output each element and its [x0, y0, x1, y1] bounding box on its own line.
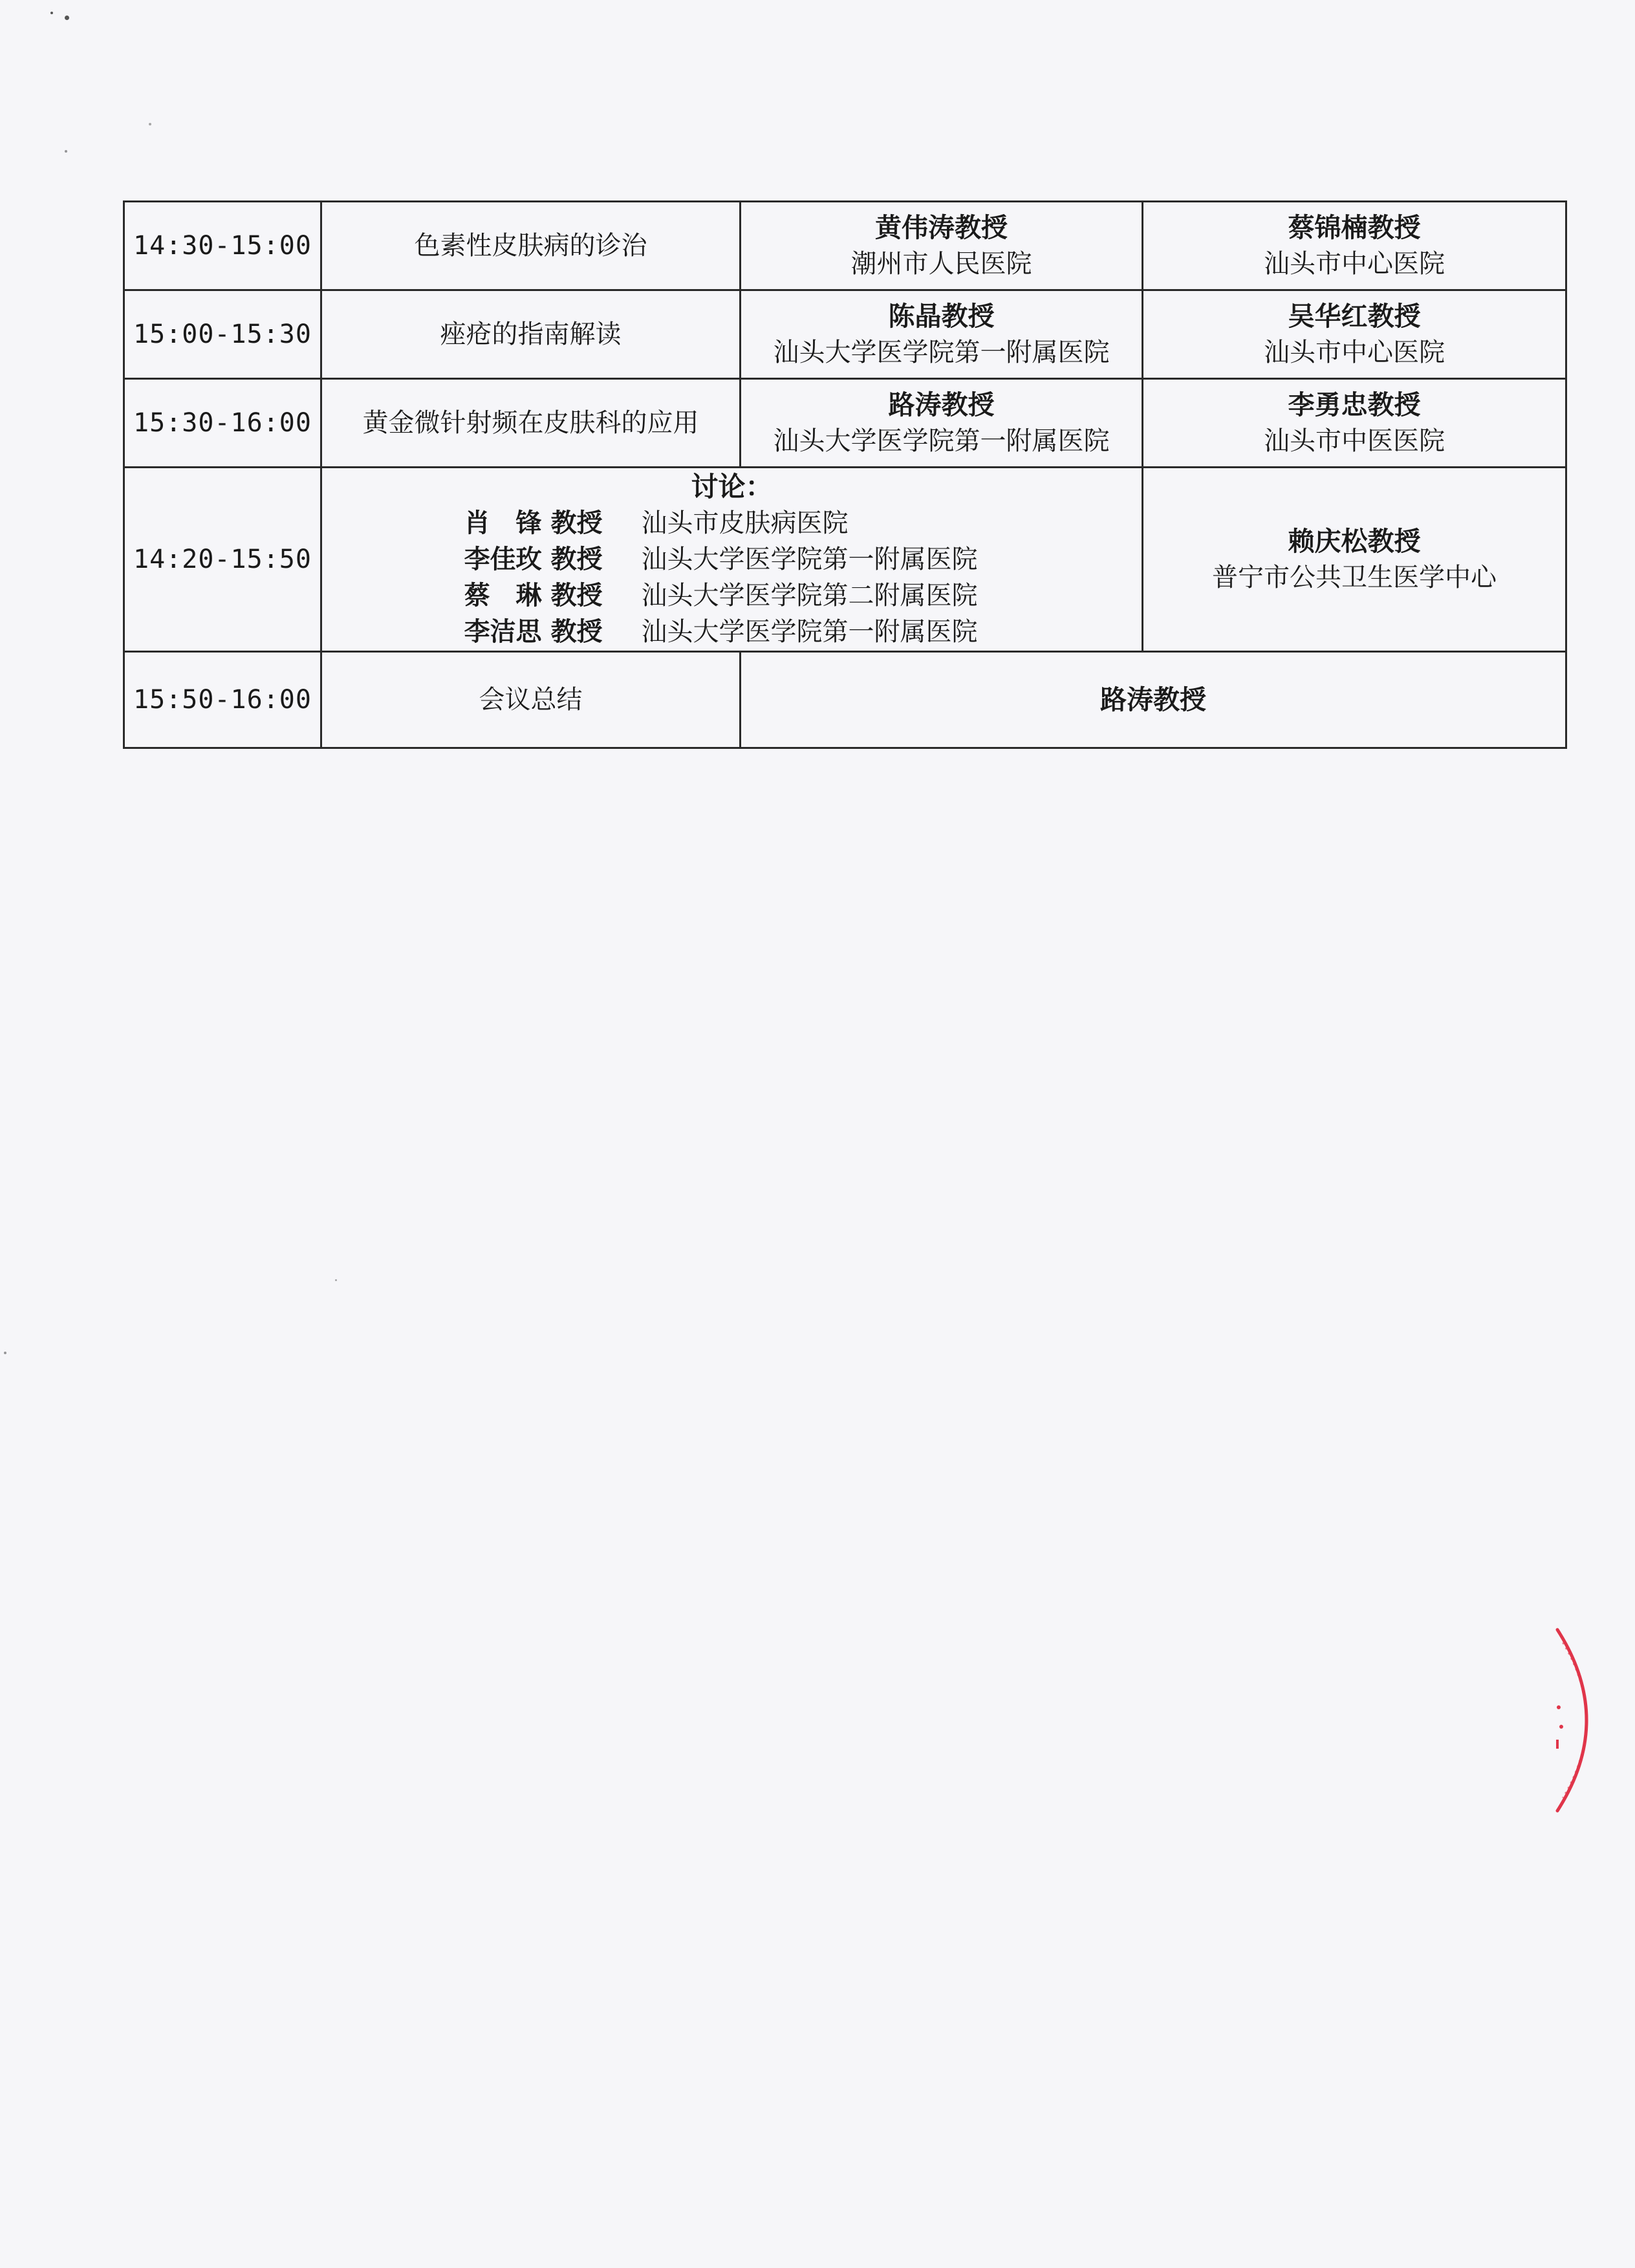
speaker-hospital: 汕头大学医学院第一附属医院 [773, 338, 1110, 367]
host-hospital: 普宁市公共卫生医学中心 [1212, 563, 1497, 592]
panelist-item [448, 614, 1017, 650]
panelist-list [448, 505, 1017, 650]
paper-speck [65, 16, 69, 20]
panelist-name: 李佳玫 教授 [464, 544, 603, 574]
speaker-name: 路涛教授 [1100, 684, 1206, 715]
speaker-name: 路涛教授 [888, 389, 995, 420]
host-cell [1143, 468, 1566, 652]
discussion-title: 讨论： [691, 471, 773, 502]
panelist-hospital: 汕头大学医学院第一附属医院 [641, 545, 978, 574]
time-cell: 14:30-15:00 [124, 202, 321, 290]
table-row [124, 379, 1566, 468]
host-name: 赖庆松教授 [1288, 526, 1421, 557]
panelist-name: 蔡 琳 教授 [464, 580, 603, 610]
host-name: 李勇忠教授 [1288, 389, 1421, 420]
table-row [124, 290, 1566, 379]
panelist-name: 肖 锋 教授 [464, 508, 603, 538]
discussion-row [124, 468, 1566, 652]
panelist-item [448, 505, 1017, 541]
paper-speck [149, 123, 151, 125]
host-name: 蔡锦楠教授 [1288, 212, 1421, 243]
paper-speck [50, 12, 53, 14]
speaker-cell [741, 202, 1143, 290]
table-row [124, 202, 1566, 290]
summary-row [124, 652, 1566, 748]
topic-cell: 痤疮的指南解读 [321, 290, 741, 379]
panelist-item [448, 541, 1017, 578]
panelist-hospital: 汕头大学医学院第一附属医院 [641, 617, 978, 647]
speaker-name: 陈晶教授 [888, 301, 995, 332]
panelist-hospital: 汕头大学医学院第二附属医院 [641, 581, 978, 610]
speaker-cell [741, 652, 1566, 748]
panelist-item [448, 578, 1017, 614]
time-cell: 14:20-15:50 [124, 468, 321, 652]
topic-cell: 会议总结 [321, 652, 741, 748]
speaker-cell [741, 379, 1143, 468]
time-cell: 15:00-15:30 [124, 290, 321, 379]
schedule-table [123, 200, 1567, 749]
discussion-cell [321, 468, 1143, 652]
speaker-hospital: 汕头大学医学院第一附属医院 [773, 426, 1110, 456]
host-hospital: 汕头市中医医院 [1264, 426, 1445, 456]
topic-cell: 黄金微针射频在皮肤科的应用 [321, 379, 741, 468]
time-cell: 15:30-16:00 [124, 379, 321, 468]
host-cell [1143, 379, 1566, 468]
speaker-hospital: 潮州市人民医院 [850, 249, 1032, 279]
host-cell [1143, 290, 1566, 379]
time-cell: 15:50-16:00 [124, 652, 321, 748]
paper-speck [65, 150, 67, 153]
speaker-cell [741, 290, 1143, 379]
speaker-name: 黄伟涛教授 [875, 212, 1008, 243]
host-hospital: 汕头市中心医院 [1264, 338, 1445, 367]
paper-speck [335, 1279, 337, 1281]
host-hospital: 汕头市中心医院 [1264, 249, 1445, 279]
panelist-hospital: 汕头市皮肤病医院 [641, 508, 849, 538]
paper-speck [4, 1352, 6, 1354]
host-cell [1143, 202, 1566, 290]
panelist-name: 李洁思 教授 [464, 616, 603, 647]
topic-cell: 色素性皮肤病的诊治 [321, 202, 741, 290]
red-seal-stamp [1544, 1617, 1622, 1824]
host-name: 吴华红教授 [1288, 301, 1421, 332]
